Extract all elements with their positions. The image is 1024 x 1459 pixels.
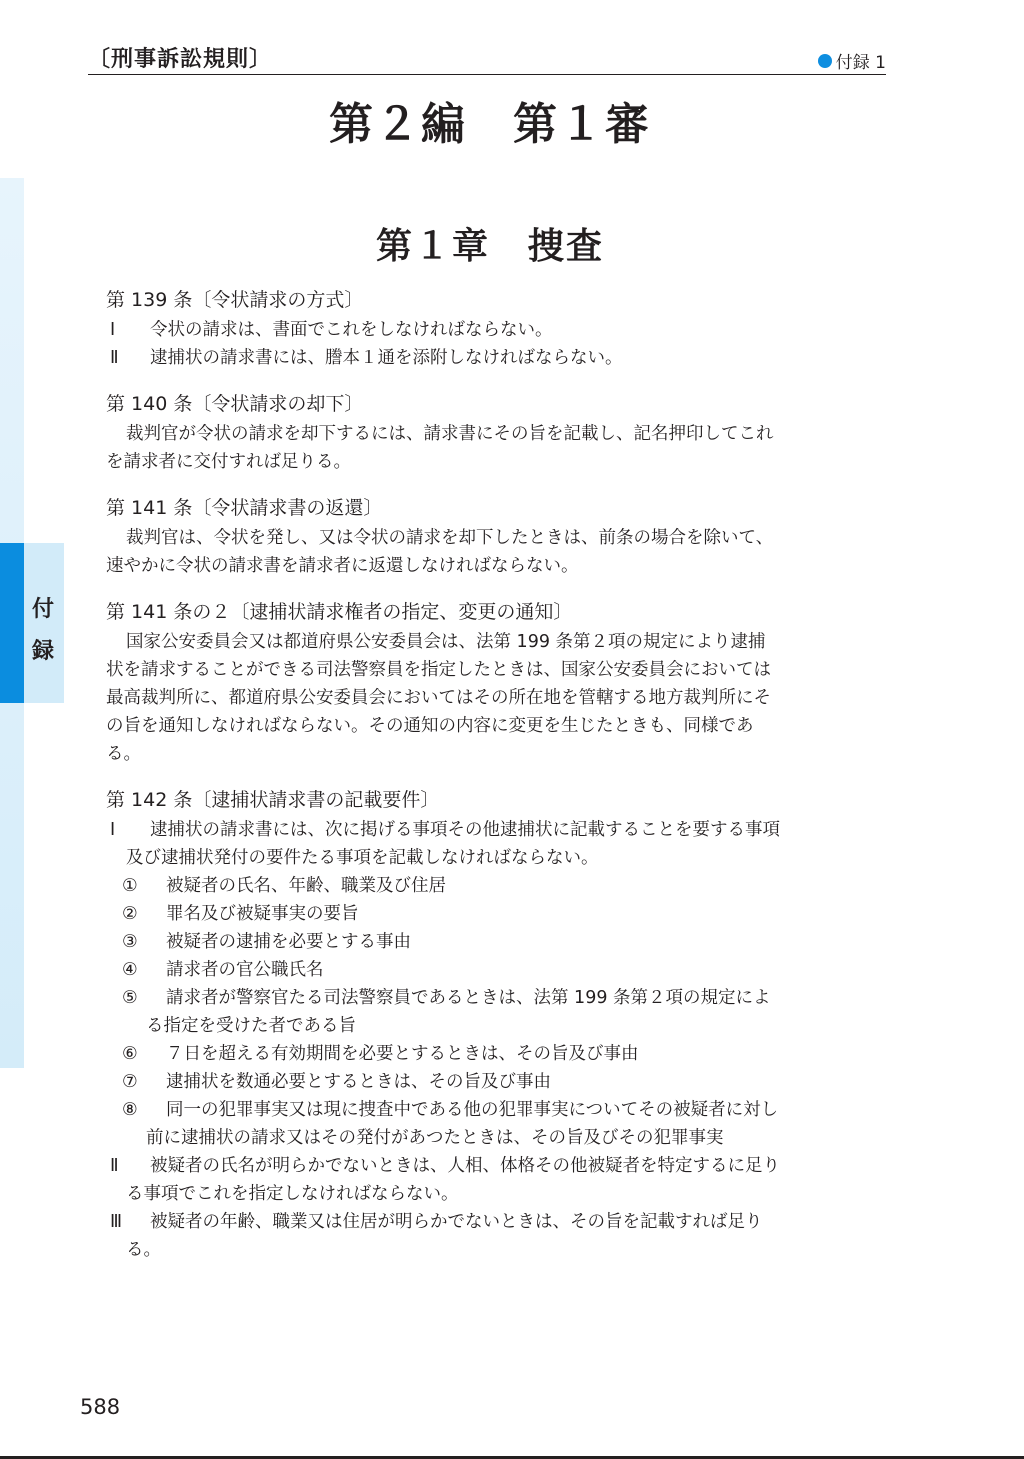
paragraph-text: 被疑者の年齢、職業又は住居が明らかでないときは、その旨を記載すれば足り	[150, 1212, 763, 1232]
paragraph-line: 裁判官が令状の請求を却下するには、請求書にその旨を記載し、記名押印してこれ	[126, 424, 774, 444]
item-number: ①	[122, 876, 138, 896]
item-number: ④	[122, 960, 138, 980]
paragraph-number: Ⅲ	[110, 1212, 123, 1232]
side-tab	[0, 543, 64, 703]
side-tab-marker	[0, 543, 24, 703]
item-number: ⑦	[122, 1072, 138, 1092]
paragraph-line	[106, 1208, 870, 1236]
item-text: 被疑者の逮捕を必要とする事由	[166, 932, 411, 952]
paragraph-line	[106, 316, 870, 344]
chapter-title: 第１章 捜査	[375, 226, 604, 267]
list-item	[106, 900, 870, 928]
paragraph-number: Ⅰ	[110, 820, 116, 840]
page-number: 588	[80, 1395, 121, 1419]
item-continuation: 前に逮捕状の請求又はその発付があつたときは、その旨及びその犯罪事実	[146, 1128, 724, 1148]
item-number: ③	[122, 932, 138, 952]
item-text: 請求者が警察官たる司法警察員であるときは、法第 199 条第２項の規定によ	[166, 988, 771, 1008]
paragraph-line: 最高裁判所に、都道府県公安委員会においてはその所在地を管轄する地方裁判所にそ	[106, 688, 771, 708]
list-item	[106, 928, 870, 956]
side-tab-label	[28, 589, 58, 673]
paragraph-line: 及び逮捕状発付の要件たる事項を記載しなければならない。	[126, 848, 599, 868]
item-number: ⑥	[122, 1044, 138, 1064]
item-number: ②	[122, 904, 138, 924]
article-list	[106, 284, 870, 1280]
item-continuation: る指定を受けた者である旨	[146, 1016, 356, 1036]
item-number: ⑤	[122, 988, 138, 1008]
list-item	[106, 956, 870, 984]
list-item	[106, 1068, 870, 1096]
paragraph-line	[106, 1152, 870, 1180]
paragraph-line: る。	[126, 1240, 161, 1260]
article-heading: 第 141 条の２〔逮捕状請求権者の指定、変更の通知〕	[106, 601, 573, 623]
article-heading: 第 141 条〔令状請求書の返還〕	[106, 497, 383, 519]
paragraph-number: Ⅱ	[110, 1156, 119, 1176]
paragraph-text: 逮捕状の請求書には、次に掲げる事項その他逮捕状に記載することを要する事項	[150, 820, 780, 840]
header-appendix-label: 付録 1	[835, 53, 886, 73]
side-tab-char: 録	[31, 639, 54, 664]
paragraph-line: 裁判官は、令状を発し、又は令状の請求を却下したときは、前条の場合を除いて、	[126, 528, 774, 548]
article-142	[106, 784, 870, 1264]
article-140	[106, 388, 870, 476]
paragraph-line: 状を請求することができる司法警察員を指定したときは、国家公安委員会においては	[106, 660, 771, 680]
item-text: 罪名及び被疑事実の要旨	[166, 904, 359, 924]
paragraph-line	[106, 344, 870, 372]
list-item	[106, 984, 870, 1012]
article-141	[106, 492, 870, 580]
list-item	[106, 1040, 870, 1068]
header-title: 〔刑事訴訟規則〕	[88, 47, 273, 72]
paragraph-line	[106, 816, 870, 844]
paragraph-line: る事項でこれを指定しなければならない。	[126, 1184, 459, 1204]
article-heading: 第 142 条〔逮捕状請求書の記載要件〕	[106, 789, 440, 811]
bullet-dot-icon	[818, 54, 832, 68]
paragraph-line: 国家公安委員会又は都道府県公安委員会は、法第 199 条第２項の規定により逮捕	[126, 632, 766, 652]
running-header	[88, 42, 886, 75]
item-text: ７日を超える有効期間を必要とするときは、その旨及び事由	[166, 1044, 639, 1064]
item-text: 逮捕状を数通必要とするときは、その旨及び事由	[166, 1072, 551, 1092]
paragraph-text: 被疑者の氏名が明らかでないときは、人相、体格その他被疑者を特定するに足り	[150, 1156, 780, 1176]
list-item	[106, 1096, 870, 1124]
paragraph-line: を請求者に交付すれば足りる。	[106, 452, 351, 472]
item-number: ⑧	[122, 1100, 138, 1120]
article-141-2	[106, 596, 870, 768]
article-heading: 第 139 条〔令状請求の方式〕	[106, 289, 364, 311]
item-text: 同一の犯罪事実又は現に捜査中である他の犯罪事実についてその被疑者に対し	[166, 1100, 779, 1120]
header-appendix	[818, 48, 886, 73]
paragraph-text: 逮捕状の請求書には、謄本１通を添附しなければならない。	[150, 348, 623, 368]
paragraph-number: Ⅰ	[110, 320, 116, 340]
paragraph-text: 令状の請求は、書面でこれをしなければならない。	[150, 320, 553, 340]
article-139	[106, 284, 870, 372]
list-item	[106, 872, 870, 900]
paragraph-line: の旨を通知しなければならない。その通知の内容に変更を生じたときも、同様であ	[106, 716, 754, 736]
paragraph-number: Ⅱ	[110, 348, 119, 368]
item-text: 請求者の官公職氏名	[166, 960, 324, 980]
side-tab-char: 付	[31, 597, 54, 622]
paragraph-line: 速やかに令状の請求書を請求者に返還しなければならない。	[106, 556, 579, 576]
article-heading: 第 140 条〔令状請求の却下〕	[106, 393, 364, 415]
part-title: 第２編 第１審	[329, 99, 651, 150]
item-text: 被疑者の氏名、年齢、職業及び住居	[166, 876, 446, 896]
paragraph-line: る。	[106, 744, 141, 764]
